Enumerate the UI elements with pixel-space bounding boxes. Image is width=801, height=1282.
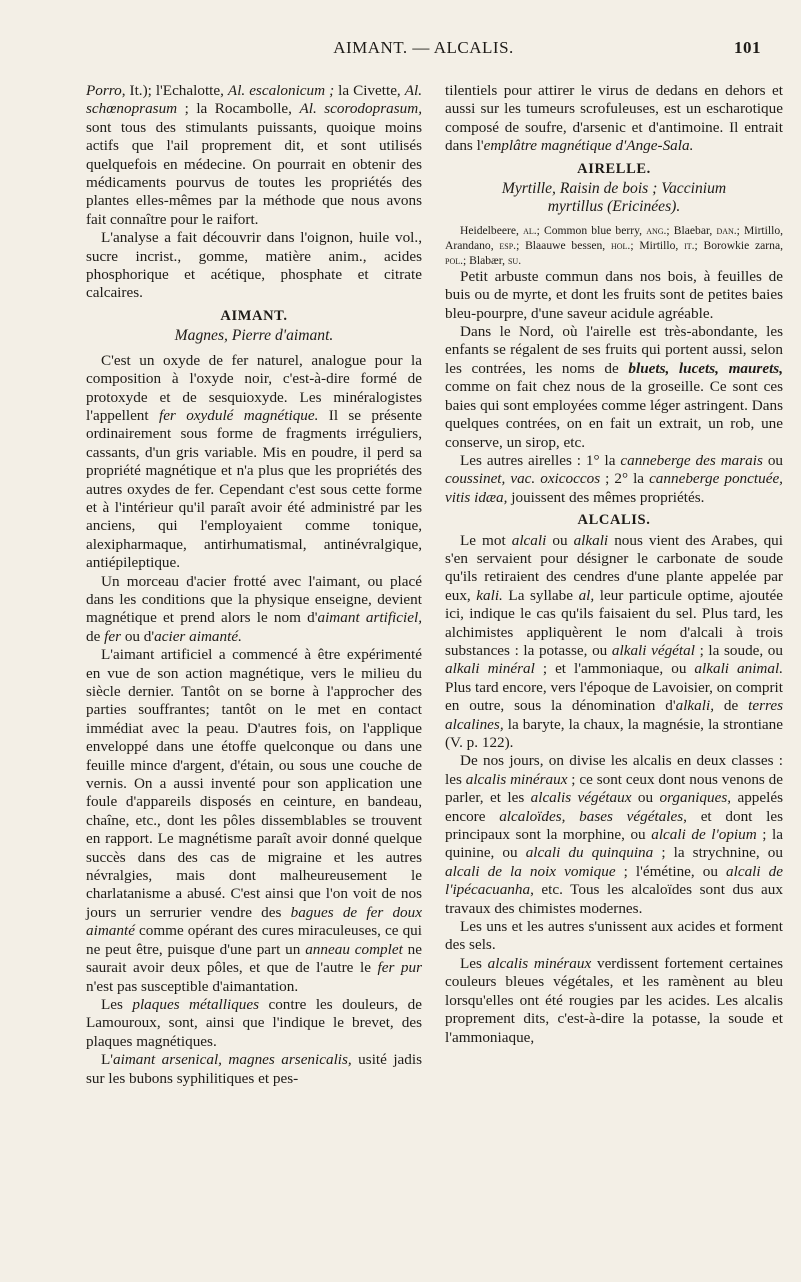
paragraph: Porro, It.); l'Echalotte, Al. escalonicum ; la Civette, Al. schœnoprasum ; la Rocambolle, Al. scorodoprasum, sont tous des stimulants puissants, quoique moins actifs que l'ail proprement dit, et sont utilisés quelquefois en médecine. On pourrait en obtenir des médicaments pourvus de toutes les propriétés des plantes elles-mêmes par la méthode que nous avons fait connaître pour le raifort.	[86, 82, 423, 228]
paragraph: Un morceau d'acier frotté avec l'aimant, ou placé dans les conditions que la physique enseigne, devient magnétique et prend alors le nom d'aimant artificiel, de fer ou d'acier aimanté.	[86, 572, 422, 645]
entry-heading-alcalis: ALCALIS.	[577, 512, 651, 529]
paragraph: Le mot alcali ou alkali nous vient des Arabes, qui s'en servaient pour désigner le carbonate de soude qu'ils retiraient des cendres d'une plante appelée par eux, kali. La syllabe al, leur particule optime, ajoutée ici, indique le cas qu'ils faisaient du sel. Plus tard, les alchimistes appliquèrent le nom d'alcali à trois substances : la potasse, ou alkali végétal ; la soude, ou alkali minéral ; et l'ammoniaque, ou alkali animal. Plus tard encore, vers l'époque de Lavoisier, on comprit en outre, sous la dénomination d'alkali, de terres alcalines, la baryte, la chaux, la magnésie, la strontiane (V. p. 122).	[445, 531, 783, 751]
paragraph: Petit arbuste commun dans nos bois, à feuilles de buis ou de myrte, et dont les fruits sont de petites baies bleu-pourpre, d'une saveur acidule agréable.	[445, 267, 783, 322]
paragraph: Les alcalis minéraux verdissent fortement certaines couleurs bleues végétales, et les ramènent au bleu lorsqu'elles ont été rougies par les acides. Les alcalis proprement dits, c'est-à-dire la potasse, la soude et l'ammoniaque,	[445, 954, 783, 1046]
page-number: 101	[734, 38, 761, 57]
entry-heading-aimant: AIMANT.	[220, 307, 288, 324]
running-header	[86, 38, 761, 64]
entry-subheading: Myrtille, Raisin de bois ; Vaccinium	[501, 180, 727, 198]
paragraph: Dans le Nord, où l'airelle est très-abondante, les enfants se régalent de ses fruits qui portent aussi, selon les contrées, les noms de bluets, lucets, maurets, comme on fait chez nous de la groseille. Ce sont ces baies qui sont employées comme léger astringent. Dans quelques contrées, on en fait un extrait, un rob, une conserve, un sirop, etc.	[445, 323, 784, 451]
paragraph: Les autres airelles : 1° la canneberge des marais ou coussinet, vac. oxicoccos ; 2° la canneberge ponctuée, vitis idæa, jouissent des mêmes propriétés.	[445, 451, 784, 506]
paragraph: L'aimant arsenical, magnes arsenicalis, usité jadis sur les bubons syphilitiques et pes-	[86, 1051, 423, 1087]
right-column	[445, 82, 783, 1047]
vernacular-names: Heidelbeere, al.; Common blue berry, ang.; Blaebar, dan.; Mirtillo, Arandano, esp.; Blaauwe bessen, hol.; Mirtillo, it.; Borowkie zarna, pol.; Blabær, su.	[445, 223, 784, 267]
entry-subheading: myrtillus (Ericinées).	[547, 198, 681, 216]
paragraph: C'est un oxyde de fer naturel, analogue pour la composition à l'oxyde noir, c'est-à-dire formé de protoxyde et de sesquioxyde. Les minéralogistes l'appellent fer oxydulé magnétique. Il se présente ordinairement sous forme de fragments irréguliers, cassants, d'un gris variable. Mis en poudre, il perd sa propriété magnétique et n'a plus que les propriétés des autres oxydes de fer. Cependant c'est sous cette forme et à l'intérieur qu'il paraît avoir été administré par les anciens, qui l'employaient comme tonique, alexipharmaque, antirhumatismal, antinévralgique, antiépileptique.	[86, 351, 422, 572]
paragraph: Les uns et les autres s'unissent aux acides et forment des sels.	[445, 918, 783, 954]
running-title: AIMANT. — ALCALIS.	[333, 38, 514, 57]
paragraph: De nos jours, on divise les alcalis en deux classes : les alcalis minéraux ; ce sont ceux dont nous venons de parler, et les alcalis végétaux ou organiques, appelés encore alcaloïdes, bases végétales, et dont les principaux sont la morphine, ou alcali de l'opium ; la quinine, ou alcali du quinquina ; la strychnine, ou alcali de la noix vomique ; l'émétine, ou alcali de l'ipécacuanha, etc. Tous les alcaloïdes sont dus aux travaux des chimistes modernes.	[445, 752, 784, 917]
paragraph: tilentiels pour attirer le virus de dedans en dehors et aussi sur les tumeurs scrofuleuses, est un escharotique composé de soufre, d'arsenic et d'antimoine. Il entrait dans l'emplâtre magnétique d'Ange-Sala.	[445, 82, 783, 155]
left-column	[86, 82, 422, 1088]
paragraph: L'analyse a fait découvrir dans l'oignon, huile vol., sucre incrist., gomme, matière anim., acides phosphorique et acétique, phosphate et citrate calcaires.	[86, 229, 422, 302]
paragraph: L'aimant artificiel a commencé à être expérimenté en vue de son action magnétique, vers le milieu du siècle dernier. Tantôt on se borne à l'approcher des parties souffrantes; tantôt on le met en contact immédiat avec la peau. D'autres fois, on l'applique enveloppé dans une étoffe quelconque ou dans une feuille mince d'argent, d'étain, ou sous une couche de vernis. On a aussi inventé pour son application une foule d'appareils disposés en ceinture, en bandeau, chaîne, etc., dont les pôles dissemblables se trouvent en rapport. Le magnétisme paraît avoir donné quelque succès dans des cas de migraine et les autres névralgies, mais dont malheureusement le charlatanisme a abusé. C'est ainsi que l'on voit de nos jours un serrurier vendre des bagues de fer doux aimanté comme opérant des cures miraculeuses, ce qui ne peut être, puisque d'une part un anneau complet ne saurait avoir deux pôles, et que de l'autre le fer pur n'est pas susceptible d'aimantation.	[86, 646, 422, 995]
paragraph: Les plaques métalliques contre les douleurs, de Lamouroux, sont, ainsi que l'indique le brevet, des plaques magnétiques.	[86, 995, 422, 1050]
entry-heading-airelle: AIRELLE.	[577, 160, 651, 177]
entry-subheading: Magnes, Pierre d'aimant.	[174, 327, 334, 345]
